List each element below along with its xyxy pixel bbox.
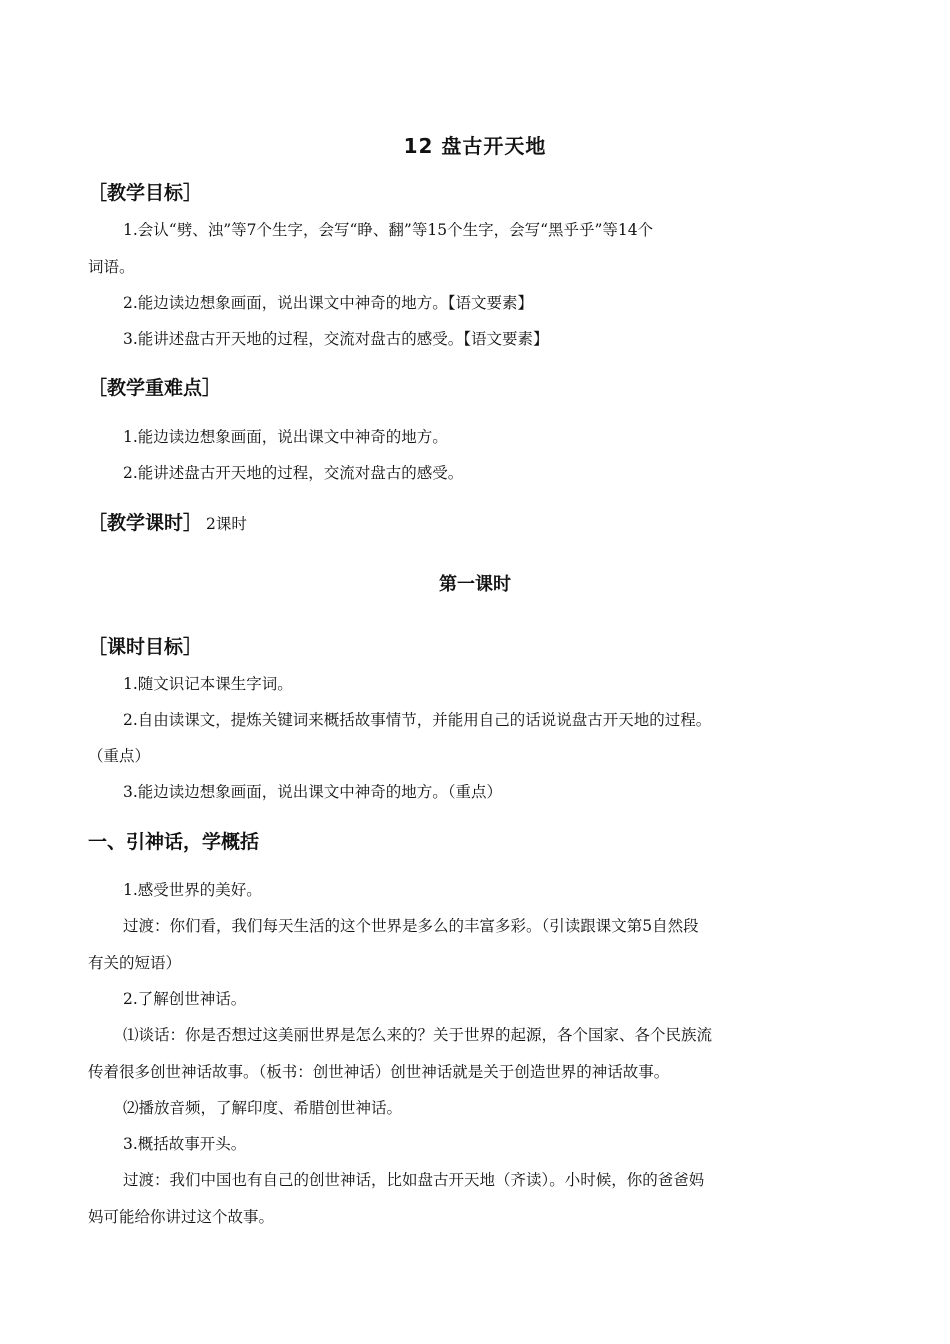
transition-1-line-2: 有关的短语）	[88, 954, 182, 972]
class-hours-value: 2课时	[206, 515, 247, 533]
class-hours-heading	[88, 508, 247, 535]
transition-1-line-1: 过渡：你们看，我们每天生活的这个世界是多么的丰富多彩。（引读跟课文第5自然段	[123, 917, 699, 935]
talk-line-1: ⑴谈话：你是否想过这美丽世界是怎么来的？关于世界的起源，各个国家、各个民族流	[123, 1026, 713, 1044]
key-points-heading: ［教学重难点］	[88, 377, 222, 399]
audio-activity: ⑵播放音频，了解印度、希腊创世神话。	[123, 1099, 403, 1117]
objective-2: 2.能边读边想象画面，说出课文中神奇的地方。【语文要素】	[123, 294, 534, 312]
step-2: 2.了解创世神话。	[123, 990, 247, 1008]
talk-line-2: 传着很多创世神话故事。（板书：创世神话）创世神话就是关于创造世界的神话故事。	[88, 1063, 670, 1081]
part-1-heading: 一、引神话，学概括	[88, 831, 260, 853]
document-title: 12 盘古开天地	[403, 134, 547, 158]
objective-1-line-1: 1.会认“劈、浊”等7个生字，会写“睁、翻”等15个生字，会写“黑乎乎”等14个	[123, 221, 654, 239]
step-3: 3.概括故事开头。	[123, 1135, 247, 1153]
transition-2-line-2: 妈可能给你讲过这个故事。	[88, 1208, 275, 1226]
objective-1-line-2: 词语。	[88, 258, 135, 276]
lesson-objectives-heading: ［课时目标］	[88, 636, 203, 658]
lesson-objective-1: 1.随文识记本课生字词。	[123, 675, 293, 693]
objective-3: 3.能讲述盘古开天地的过程，交流对盘古的感受。【语文要素】	[123, 330, 549, 348]
key-point-2: 2.能讲述盘古开天地的过程，交流对盘古的感受。	[123, 464, 464, 482]
step-1: 1.感受世界的美好。	[123, 881, 262, 899]
lesson-1-title: 第一课时	[439, 574, 511, 595]
lesson-objective-3: 3.能边读边想象画面，说出课文中神奇的地方。（重点）	[123, 783, 503, 801]
transition-2-line-1: 过渡：我们中国也有自己的创世神话，比如盘古开天地（齐读）。小时候，你的爸爸妈	[123, 1171, 705, 1189]
class-hours-label: ［教学课时］	[88, 512, 203, 534]
lesson-objective-2-line-2: （重点）	[88, 747, 151, 765]
lesson-objective-2-line-1: 2.自由读课文，提炼关键词来概括故事情节，并能用自己的话说说盘古开天地的过程。	[123, 711, 712, 729]
key-point-1: 1.能边读边想象画面，说出课文中神奇的地方。	[123, 428, 448, 446]
teaching-objectives-heading: ［教学目标］	[88, 182, 203, 204]
